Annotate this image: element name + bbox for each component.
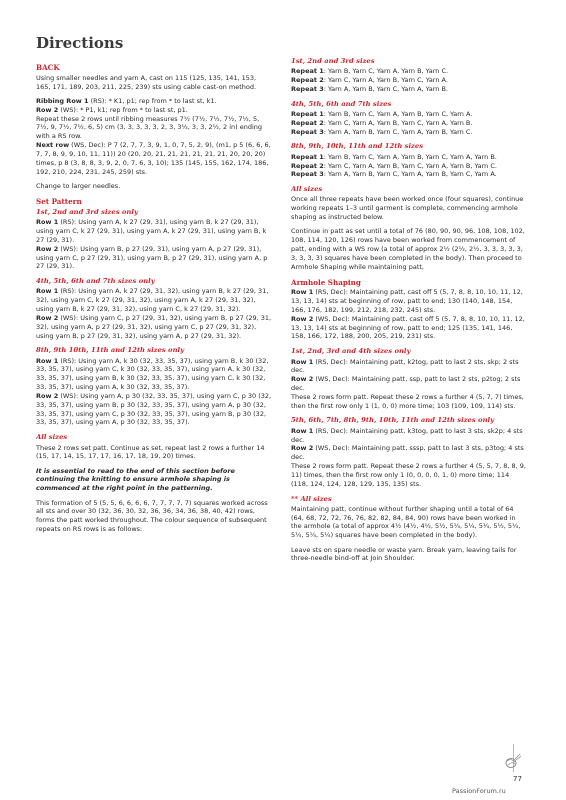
repeat-text: : Yarn B, Yarn C, Yarn A, Yarn B, Yarn C, Yarn A. — [323, 109, 473, 118]
row-label: Row 2 — [36, 244, 59, 253]
row-label: Row 2 — [36, 313, 59, 322]
repeat-label: Repeat 1 — [291, 152, 324, 161]
row-text: (RS, Dec): Maintaining patt, k3tog, patt to last 3 sts, sk2p; 4 sts dec. — [291, 426, 523, 444]
repeat-label: Repeat 3 — [291, 170, 324, 179]
size-group-heading: 4th, 5th, 6th and 7th sizes only — [36, 277, 155, 286]
ball-of-yarn-icon — [503, 752, 523, 770]
decrease-rows — [291, 427, 527, 489]
size-group-heading: All sizes — [291, 185, 323, 194]
repeat-text: : Yarn C, Yarn A, Yarn B, Yarn C, Yarn A, Yarn B, Yarn C. — [323, 161, 497, 170]
row-text: (WS, Dec): Maintaining patt, cast off 5 (5, 7, 8, 8, 10, 10, 11, 12, 13, 13, 14) sts at beginning of row, patt to end; 125 (135, 141, 146, 158, 166, 172, 188, 200, 205, 219, 231) sts. — [291, 314, 525, 341]
row-text: (WS): * P1, k1; rep from * to last st, p1. — [58, 105, 188, 114]
row-label: Row 1 — [291, 288, 314, 297]
repeat-text: : Yarn B, Yarn C, Yarn A, Yarn B, Yarn C. — [323, 67, 449, 76]
size-group-rows — [36, 287, 272, 340]
section-heading-back: BACK — [36, 63, 60, 72]
repeat-label: Repeat 1 — [291, 109, 324, 118]
repeat-instruction: These 2 rows form patt. Repeat these 2 rows a further 4 (5, 7, 7) times, then the first row only 1 (1, 0, 0) more time; 103 (109, 109, 114) sts. — [291, 392, 524, 410]
row-label: Row 1 — [291, 357, 314, 366]
all-sizes-text: These 2 rows set patt. Continue as set, repeat last 2 rows a further 14 (15, 17, 14, 15, 17, 17, 16, 17, 18, 19, 20) times. — [36, 443, 265, 461]
repeat-text: : Yarn C, Yarn A, Yarn B, Yarn C, Yarn A, Yarn B. — [323, 118, 473, 127]
row-text: (RS, Dec): Maintaining patt, k2tog, patt to last 2 sts, skp; 2 sts dec. — [291, 357, 519, 375]
row-label: Ribbing Row 1 — [36, 96, 89, 105]
change-needles: Change to larger needles. — [36, 182, 121, 191]
formation-text: This formation of 5 (5, 5, 6, 6, 6, 6, 7, 7, 7, 7, 7) squares worked across all sts and over 30 (32, 36, 30, 32, 36, 36, 34, 36, 38, 40, 42) rows, forms the patt worked throughout. The colour sequence of subsequent repeats on RS rows is as follows: — [36, 498, 268, 534]
row-label: Row 2 — [291, 444, 314, 453]
row-text: (RS): Using yarn A, k 30 (32, 33, 35, 37), using yarn B, k 30 (32, 33, 35, 37), using yarn C, k 30 (32, 33, 35, 37), using yarn A, k 30 (32, 33, 35, 37), using yarn B, k 30 (32, 33, 35, 37), using yarn C, k 30 (32, 33, 35, 37), using yarn A, k 30 (32, 33, 35, 37). — [36, 356, 269, 392]
size-group-heading: 5th, 6th, 7th, 8th, 9th, 10th, 11th and 12th sizes only — [291, 416, 495, 425]
row-text: (WS): Using yarn B, p 27 (29, 31), using yarn A, p 27 (29, 31), using yarn C, p 27 (29, 31), using yarn B, p 27 (29, 31), using yarn A, p 27 (29, 31). — [36, 244, 268, 271]
right-column — [291, 57, 527, 729]
row-text: (RS, Dec): Maintaining patt, cast off 5 (5, 7, 8, 8, 10, 10, 11, 12, 13, 13, 14) sts at beginning of row, patt to end; 130 (140, 148, 154, 166, 176, 182, 199, 212, 218, 232, 245) sts. — [291, 288, 523, 314]
row-label: Row 1 — [36, 218, 59, 227]
row-label: Next row — [36, 141, 70, 150]
armhole-shaping-heading: Armhole Shaping — [291, 277, 361, 287]
repeat-label: Repeat 3 — [291, 127, 324, 136]
repeat-text: : Yarn A, Yarn B, Yarn C, Yarn A, Yarn B. — [323, 84, 448, 93]
row-label: Row 2 — [36, 391, 59, 400]
row-label: Row 2 — [291, 314, 314, 323]
row-label: Row 1 — [291, 426, 314, 435]
ribbing-repeat: Repeat these 2 rows until ribbing measures 7½ (7½, 7½, 7½, 7½, 5, 7½, 9, 7½, 7½, 6, 5) cm (3, 3, 3, 3, 3, 2, 3, 3½, 3, 3, 2½, 2 in) ending with a RS row. — [36, 114, 263, 141]
watermark: PassionForum.ru — [452, 787, 506, 795]
repeat-sequence — [291, 110, 527, 136]
size-group-heading: 1st, 2nd and 3rd sizes — [291, 57, 375, 65]
row-text: (RS): Using yarn A, k 27 (29, 31), using yarn B, k 27 (29, 31), using yarn C, k 27 (29, 31), using yarn A, k 27 (29, 31), using yarn B, k 27 (29, 31). — [36, 218, 267, 244]
row-label: Row 1 — [36, 287, 59, 296]
size-group-rows — [36, 357, 272, 428]
repeat-text: : Yarn A, Yarn B, Yarn C, Yarn A, Yarn B, Yarn C. — [323, 127, 473, 136]
repeat-label: Repeat 1 — [291, 67, 324, 76]
row-label: Row 2 — [36, 105, 59, 114]
decrease-rows — [291, 358, 527, 411]
row-text: (RS): * K1, p1; rep from * to last st, k1. — [88, 96, 217, 105]
row-label: Row 2 — [291, 375, 314, 384]
row-text: (WS, Dec): Maintaining patt, ssp, patt to last 2 sts, p2tog; 2 sts dec. — [291, 375, 521, 392]
armhole-rows — [291, 288, 527, 341]
continue-text: Continue in patt as set until a total of 76 (80, 90, 90, 96, 108, 108, 102, 108, 114, 120, 126) rows have been worked from commencement of patt, ending with a WS row (a total of approx 2½ (2½, 2½, 3, 3, 3, 3, 3, 3, 3, 3, 3) squares have been completed in the body). Then proceed to Armhole Shaping while maintaining patt, — [291, 227, 525, 271]
ribbing-rows — [36, 97, 272, 176]
row-text: (WS): Using yarn C, p 27 (29, 31, 32), using yarn B, p 27 (29, 31, 32), using yarn A, p 27 (29, 31, 32), using yarn C, p 27 (29, 31, 32), using yarn B, p 27 (29, 31, 32), using yarn A, p 27 (29, 31, 32). — [36, 313, 272, 340]
size-group-heading: 8th, 9th 10th, 11th and 12th sizes only — [36, 346, 185, 355]
cast-on-instructions: Using smaller needles and yarn A, cast on 115 (125, 135, 141, 153, 165, 171, 189, 203, 211, 225, 239) sts using cable cast-on method. — [36, 73, 257, 91]
all-sizes-text: Maintaining patt, continue without further shaping until a total of 64 (64, 68, 72, 72, 76, 76, 82, 82, 84, 84, 90) rows have been worked in the armhole (a total of approx 4½ (4½, 4½, 5½, 5¼, 5¼, 5¼, 5½, 5¼, 5¼, 5¼, 5¼) squares have been completed in the body). — [291, 504, 521, 540]
size-group-heading: All sizes — [36, 433, 68, 442]
repeat-sequence — [291, 153, 527, 179]
repeat-label: Repeat 2 — [291, 161, 324, 170]
row-text: (WS, Dec): Maintaining patt, sssp, patt to last 3 sts, p3tog; 4 sts dec. — [291, 444, 524, 462]
size-group-heading: 1st, 2nd and 3rd sizes only — [36, 208, 138, 216]
all-sizes-text: Once all three repeats have been worked once (four squares), continue working repeats 1–3 until garment is complete, commencing armhole shaping as instructed below. — [291, 195, 524, 222]
row-text: (WS): Using yarn A, p 30 (32, 33, 35, 37), using yarn C, p 30 (32, 33, 35, 37), using yarn B, p 30 (32, 33, 35, 37), using yarn A, p 30 (32, 33, 35, 37), using yarn C, p 30 (32, 33, 35, 37), using yarn B, p 30 (32, 33, 35, 37), using yarn A, p 30 (32, 33, 35, 37). — [36, 391, 272, 427]
repeat-instruction: These 2 rows form patt. Repeat these 2 rows a further 4 (5, 5, 7, 8, 8, 9, 11) times, then the first row only 1 (0, 0, 0, 0, 1, 0) more time; 114 (118, 124, 124, 128, 129, 135, 135) sts. — [291, 462, 526, 488]
row-text: (RS): Using yarn A, k 27 (29, 31, 32), using yarn B, k 27 (29, 31, 32), using yarn C, k 27 (29, 31, 32), using yarn A, k 27 (29, 31, 32), using yarn B, k 27 (29, 31, 32), using yarn C, k 27 (29, 31, 32). — [36, 287, 269, 314]
repeat-label: Repeat 3 — [291, 84, 324, 93]
repeat-label: Repeat 2 — [291, 76, 324, 85]
size-group-heading: 1st, 2nd, 3rd and 4th sizes only — [291, 347, 411, 356]
repeat-label: Repeat 2 — [291, 118, 324, 127]
set-pattern-heading: Set Pattern — [36, 197, 82, 207]
leave-sts-text: Leave sts on spare needle or waste yarn. Break yarn, leaving tails for three-needle bind-off at Join Shoulder. — [291, 545, 517, 563]
repeat-text: : Yarn B, Yarn C, Yarn A, Yarn B, Yarn C, Yarn A, Yarn B. — [323, 152, 497, 161]
row-text: (WS, Dec): P 7 (2, 7, 7, 3, 9, 1, 0, 7, 5, 2, 9), (m1, p 5 (6, 6, 6, 7, 7, 8, 9, 9, 10, 11, 11)) 20 (20, 20, 21, 21, 21, 21, 21, 21, 20, 20, 20) times, p 8 (3, 8, 8, 3, 9, 2, 0, 7, 6, 3, 10); 135 (145, 155, 162, 174, 186, 192, 210, 224, 231, 245, 259) sts. — [36, 141, 271, 176]
page-number: 77 — [513, 775, 522, 783]
repeat-sequence — [291, 67, 527, 93]
size-group-rows — [36, 218, 272, 271]
essential-note: It is essential to read to the end of this section before continuing the knitting to ensure armhole shaping is commenced at the right point in the patterning. — [36, 466, 235, 493]
repeat-text: : Yarn A, Yarn B, Yarn C, Yarn A, Yarn B, Yarn C, Yarn A. — [323, 170, 497, 179]
size-group-heading: 8th, 9th, 10th, 11th and 12th sizes — [291, 142, 424, 151]
page-title: Directions — [36, 34, 124, 52]
size-group-heading: 4th, 5th, 6th and 7th sizes — [291, 99, 392, 108]
size-group-heading: ** All sizes — [291, 494, 332, 503]
left-column — [36, 57, 272, 729]
repeat-text: : Yarn C, Yarn A, Yarn B, Yarn C, Yarn A. — [323, 76, 448, 85]
row-label: Row 1 — [36, 356, 59, 365]
